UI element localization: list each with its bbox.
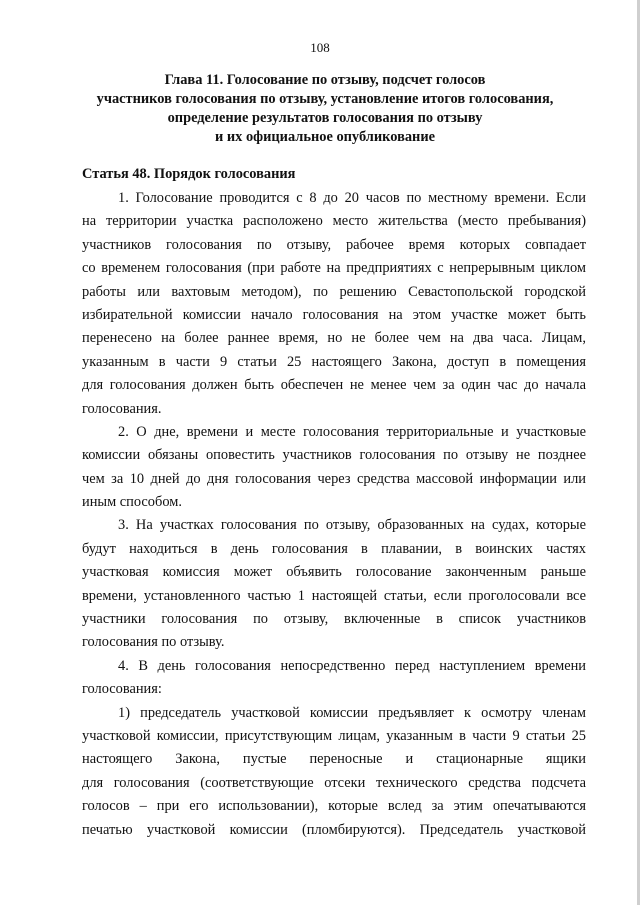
paragraph-2-line: комиссии обязаны оповестить участников голосования по отзыву не позднее bbox=[82, 447, 586, 464]
chapter-heading bbox=[70, 71, 580, 147]
paragraph-2-line: 2. О дне, времени и месте голосования территориальные и участковые bbox=[118, 423, 586, 440]
paragraph-1-line: указанным в части 9 статьи 25 настоящего Закона, доступ в помещения bbox=[82, 353, 586, 370]
paragraph-1-line: на территории участка расположено место жительства (место пребывания) bbox=[82, 213, 586, 230]
paragraph-3-line: времени, установленного частью 1 настоящей статьи, если проголосовали все bbox=[82, 587, 586, 604]
paragraph-2-line: иным способом. bbox=[82, 494, 182, 511]
chapter-heading-line: и их официальное опубликование bbox=[214, 129, 436, 145]
paragraph-4-line: 4. В день голосования непосредственно перед наступлением времени bbox=[118, 657, 586, 674]
subparagraph-1-line: участковой комиссии, присутствующим лицам, указанным в части 9 статьи 25 bbox=[82, 727, 586, 744]
subparagraph-1-line: для голосования (соответствующие отсеки технического средства подсчета bbox=[82, 774, 586, 791]
chapter-heading-line: определение результатов голосования по отзыву bbox=[167, 110, 483, 126]
paragraph-1-line: участников голосования по отзыву, рабочее время которых совпадает bbox=[82, 236, 586, 253]
paragraph-1-line: со временем голосования (при работе на предприятиях с непрерывным циклом bbox=[82, 260, 586, 277]
paragraph-1-line: голосования. bbox=[82, 400, 162, 417]
chapter-heading-line: участников голосования по отзыву, установление итогов голосования, bbox=[96, 91, 554, 107]
paragraph-1-line: 1. Голосование проводится с 8 до 20 часов по местному времени. Если bbox=[118, 190, 586, 206]
paragraph-1-line: перенесено на более раннее время, но не более чем на два часа. Лицам, bbox=[82, 330, 586, 347]
chapter-heading-line: Глава 11. Голосование по отзыву, подсчет голосов bbox=[164, 72, 486, 88]
paragraph-1-line: для голосования должен быть обеспечен не менее чем за один час до начала bbox=[82, 377, 586, 394]
article-heading: Статья 48. Порядок голосования bbox=[82, 166, 296, 182]
page-number: 108 bbox=[310, 40, 330, 55]
paragraph-1-line: избирательной комиссии начало голосования на этом участке может быть bbox=[82, 306, 586, 323]
paragraph-2-line: чем за 10 дней до дня голосования через средства массовой информации или bbox=[82, 470, 586, 487]
paragraph-3-line: участники голосования по отзыву, включенные в список участников bbox=[82, 611, 586, 628]
paragraph-4-line: голосования: bbox=[82, 681, 162, 698]
subparagraph-1-line: печатью участковой комиссии (пломбируются). Председатель участковой bbox=[82, 821, 586, 838]
subparagraph-1-line: настоящего Закона, пустые переносные и стационарные ящики bbox=[82, 751, 586, 768]
paragraph-3-line: голосования по отзыву. bbox=[82, 634, 225, 651]
subparagraph-1-line: 1) председатель участковой комиссии предъявляет к осмотру членам bbox=[118, 704, 586, 721]
paragraph-1-line: работы или вахтовым методом), по решению Севастопольской городской bbox=[82, 283, 586, 300]
paragraph-3-line: участковая комиссия может объявить голосование законченным раньше bbox=[82, 564, 586, 581]
paragraph-3-line: 3. На участках голосования по отзыву, образованных на судах, которые bbox=[118, 517, 586, 534]
subparagraph-1-line: голосов – при его использовании), которые вслед за этим опечатываются bbox=[82, 798, 586, 815]
article-body bbox=[82, 187, 586, 842]
paragraph-3-line: будут находиться в день голосования в плавании, в воинских частях bbox=[82, 540, 586, 557]
